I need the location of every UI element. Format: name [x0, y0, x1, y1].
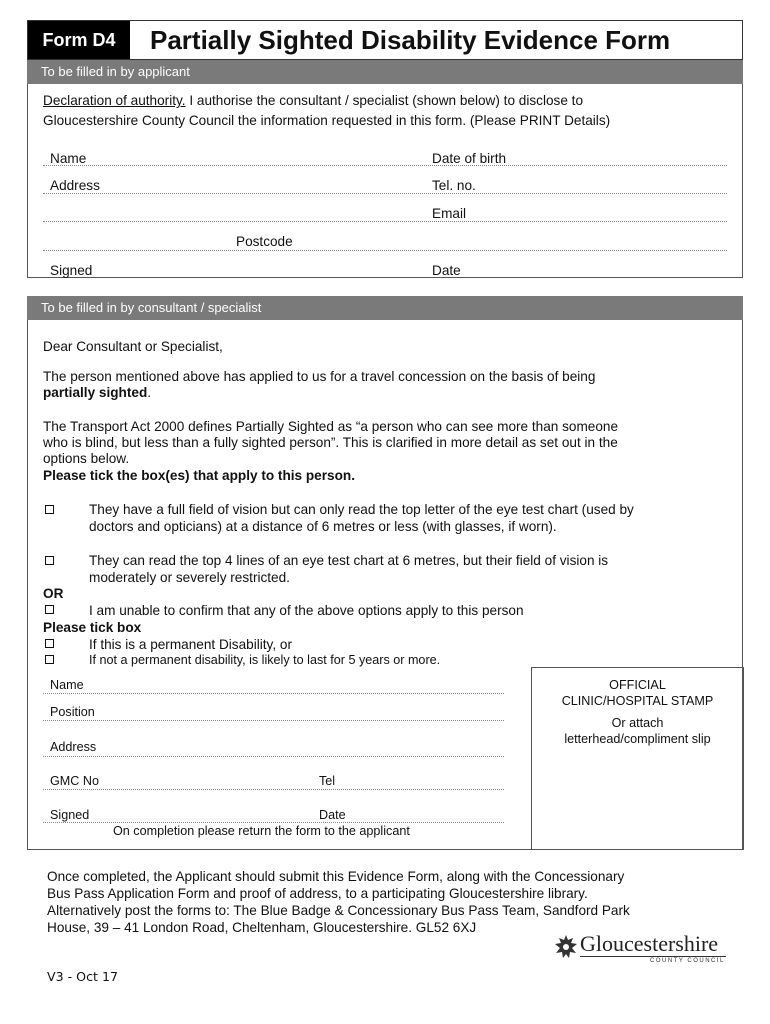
logo-subtitle: COUNTY COUNCIL: [650, 958, 725, 964]
paragraph-2-line-2: who is blind, but less than a fully sighted person”. This is clarified in more detail as set out in the: [43, 435, 618, 450]
permanent-checkbox[interactable]: [45, 639, 54, 648]
not-permanent-checkbox[interactable]: [45, 655, 54, 664]
return-note: On completion please return the form to the applicant: [113, 824, 410, 838]
consultant-gmc-field[interactable]: [43, 789, 504, 790]
paragraph-1-line-1: The person mentioned above has applied to us for a travel concession on the basis of being: [43, 369, 596, 384]
option-1-checkbox[interactable]: [45, 505, 54, 514]
consultant-signed-label: Signed: [50, 808, 90, 822]
declaration-line-1: [43, 92, 583, 109]
declaration-heading: Declaration of authority.: [43, 93, 186, 108]
applicant-dob-label: Date of birth: [432, 151, 507, 166]
version-label: V3 - Oct 17: [47, 969, 118, 984]
or-label: OR: [43, 586, 64, 601]
declaration-text-1: I authorise the consultant / specialist (shown below) to disclose to: [185, 93, 584, 108]
footer-line-2: Bus Pass Application Form and proof of address, to a participating Gloucestershire library.: [47, 886, 588, 901]
paragraph-2-line-1: The Transport Act 2000 defines Partially Sighted as “a person who can see more than someone: [43, 419, 619, 434]
applicant-postcode-label: Postcode: [236, 234, 293, 249]
consultant-name-label: Name: [50, 678, 84, 692]
tick-instruction: Please tick the box(es) that apply to this person.: [43, 468, 355, 483]
gloucestershire-logo: [554, 932, 729, 966]
applicant-name-field[interactable]: [43, 165, 727, 166]
footer-line-4: House, 39 – 41 London Road, Cheltenham, Gloucestershire. GL52 6XJ: [47, 920, 477, 935]
applicant-date-label: Date: [432, 263, 461, 278]
option-2-line-2: moderately or severely restricted.: [89, 570, 290, 585]
option-1-line-2: doctors and opticians) at a distance of 6 metres or less (with glasses, if worn).: [89, 519, 557, 534]
applicant-address-field[interactable]: [43, 193, 727, 194]
option-3-checkbox[interactable]: [45, 605, 54, 614]
declaration-line-2: Gloucestershire County Council the information requested in this form. (Please PRINT Details): [43, 113, 611, 128]
option-2-line-1: They can read the top 4 lines of an eye test chart at 6 metres, but their field of vision is: [89, 553, 609, 568]
option-2-checkbox[interactable]: [45, 556, 54, 565]
applicant-address-label: Address: [50, 178, 100, 193]
consultant-position-label: Position: [50, 705, 95, 719]
logo-name: Gloucestershire: [580, 931, 719, 956]
applicant-email-field[interactable]: [43, 221, 727, 222]
permanent-label: If this is a permanent Disability, or: [89, 637, 292, 652]
option-3-label: I am unable to confirm that any of the above options apply to this person: [89, 603, 524, 618]
not-permanent-label: If not a permanent disability, is likely to last for 5 years or more.: [89, 653, 441, 667]
consultant-address-field[interactable]: [43, 756, 504, 757]
applicant-signed-label: Signed: [50, 263, 93, 278]
partially-sighted-emphasis: partially sighted: [43, 385, 148, 400]
applicant-email-label: Email: [432, 206, 466, 221]
consultant-section-bar: To be filled in by consultant / specialist: [27, 296, 743, 320]
form-code: Form D4: [42, 30, 116, 50]
paragraph-1-line-2: [43, 384, 151, 401]
consultant-name-field[interactable]: [43, 693, 504, 694]
consultant-position-field[interactable]: [43, 720, 504, 721]
form-header: [27, 20, 743, 60]
footer-line-3: Alternatively post the forms to: The Blue Badge & Concessionary Bus Pass Team, Sandford Park: [47, 903, 630, 918]
footer-line-1: Once completed, the Applicant should submit this Evidence Form, along with the Concessionary: [47, 869, 625, 884]
consultant-address-label: Address: [50, 740, 97, 754]
form-code-badge: [28, 21, 130, 59]
applicant-postcode-field[interactable]: [43, 250, 727, 251]
applicant-name-label: Name: [50, 151, 87, 166]
consultant-date-label: Date: [319, 808, 346, 822]
tick-box-heading: Please tick box: [43, 620, 142, 635]
stamp-text: [531, 677, 744, 747]
applicant-section-bar: To be filled in by applicant: [27, 60, 743, 84]
paragraph-1-end: .: [147, 385, 152, 400]
paragraph-2-line-3: options below.: [43, 451, 130, 466]
consultant-gmc-label: GMC No: [50, 774, 99, 788]
stamp-line-3: Or attach: [611, 716, 664, 730]
crest-icon: [554, 934, 578, 960]
salutation: Dear Consultant or Specialist,: [43, 339, 223, 354]
option-1-line-1: They have a full field of vision but can only read the top letter of the eye test chart (used by: [89, 502, 634, 517]
page-title: Partially Sighted Disability Evidence Form: [150, 25, 671, 55]
stamp-line-4: letterhead/compliment slip: [564, 732, 711, 746]
stamp-line-2: CLINIC/HOSPITAL STAMP: [561, 694, 714, 708]
stamp-line-1: OFFICIAL: [609, 678, 666, 692]
applicant-tel-label: Tel. no.: [432, 178, 476, 193]
consultant-tel-label: Tel: [319, 774, 336, 788]
